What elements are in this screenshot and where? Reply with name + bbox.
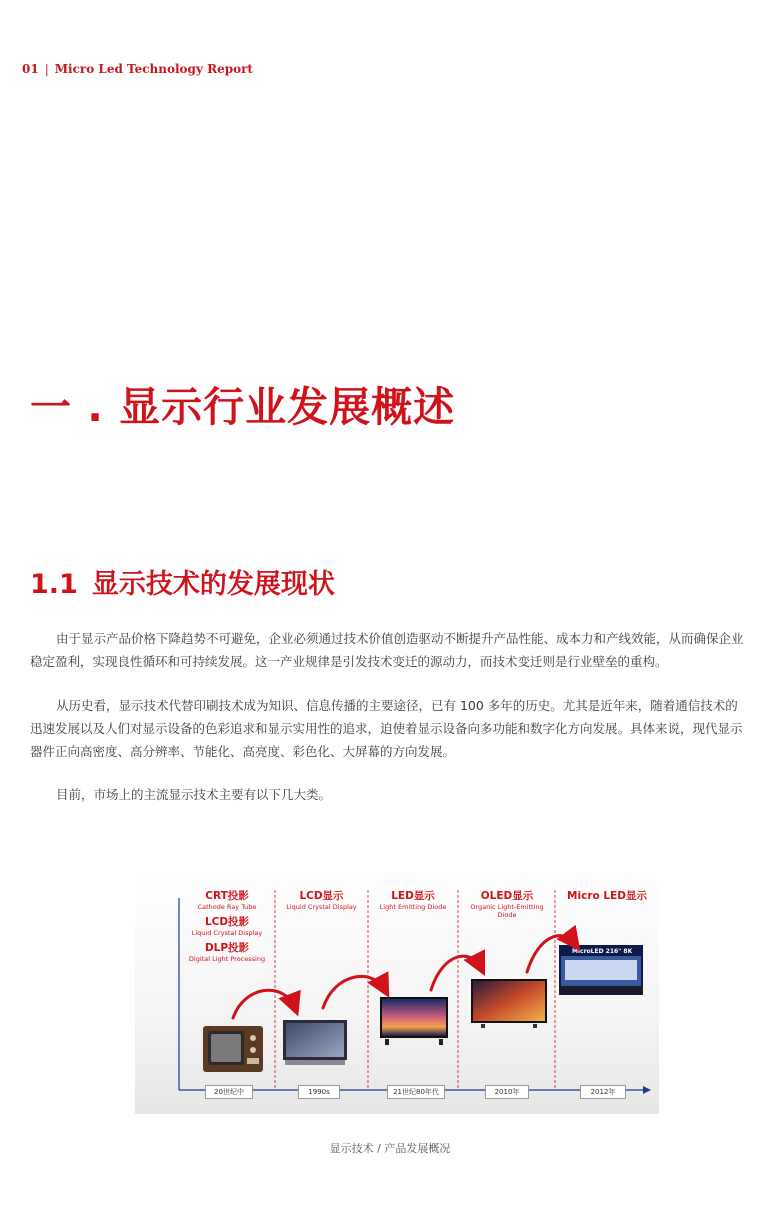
- section-title: [30, 562, 335, 601]
- report-title: Micro Led Technology Report: [54, 62, 253, 76]
- era-label: 2012年: [580, 1085, 626, 1099]
- lcd-panel-image: [283, 1020, 347, 1065]
- crt-tv-image: [203, 1026, 263, 1072]
- display-evolution-figure: [135, 868, 659, 1114]
- category-oled-display: OLED显示 Organic Light-Emitting Diode: [470, 890, 544, 919]
- paragraph-2: 从历史看，显示技术代替印刷技术成为知识、信息传播的主要途径，已有 100 多年的历史。尤其是近年来，随着通信技术的迅速发展以及人们对显示设备的色彩追求和显示实用性的追求，迫使着显示设备向多功能和数字化方向发展。具体来说，现代显示器件正向高密度、高分辨率、节能化、高亮度、彩色化、大屏幕的方向发展。: [30, 698, 743, 759]
- figure-caption: 显示技术 / 产品发展概况: [329, 1142, 451, 1155]
- paragraph-1: 由于显示产品价格下降趋势不可避免，企业必须通过技术价值创造驱动不断提升产品性能、成本力和产线效能，从而确保企业稳定盈利，实现良性循环和可持续发展。这一产业规律是引发技术变迁的源动力，而技术变迁则是行业壁垒的重构。: [30, 631, 744, 669]
- running-header: [22, 62, 253, 76]
- led-tv-image: [380, 997, 448, 1045]
- category-dlp: DLP投影 Digital Light Processing: [188, 942, 266, 963]
- screen-label: MicroLED 216" 8K: [572, 948, 633, 955]
- category-crt: CRT投影 Cathode Ray Tube: [197, 890, 257, 911]
- header-separator: |: [44, 62, 49, 76]
- page-number: 01: [22, 62, 39, 76]
- category-led-display: LED显示 Light Emitting Diode: [379, 890, 447, 911]
- section-heading: 显示技术的发展现状: [91, 569, 335, 600]
- microled-screen-image: [559, 945, 643, 995]
- era-label: 21世纪80年代: [387, 1085, 445, 1099]
- category-microled-display: Micro LED显示: [567, 890, 647, 902]
- oled-tv-image: [471, 979, 547, 1028]
- category-lcd-projection: LCD投影 Liquid Crystal Display: [191, 916, 263, 937]
- era-label: 1990s: [298, 1085, 340, 1099]
- category-lcd-display: LCD显示 Liquid Crystal Display: [286, 890, 357, 911]
- era-label: 20世纪中: [205, 1085, 253, 1099]
- era-label: 2010年: [485, 1085, 529, 1099]
- chapter-title: 一 . 显示行业发展概述: [30, 383, 456, 431]
- section-number: 1.1: [30, 569, 78, 600]
- paragraph-3: 目前，市场上的主流显示技术主要有以下几大类。: [56, 787, 332, 802]
